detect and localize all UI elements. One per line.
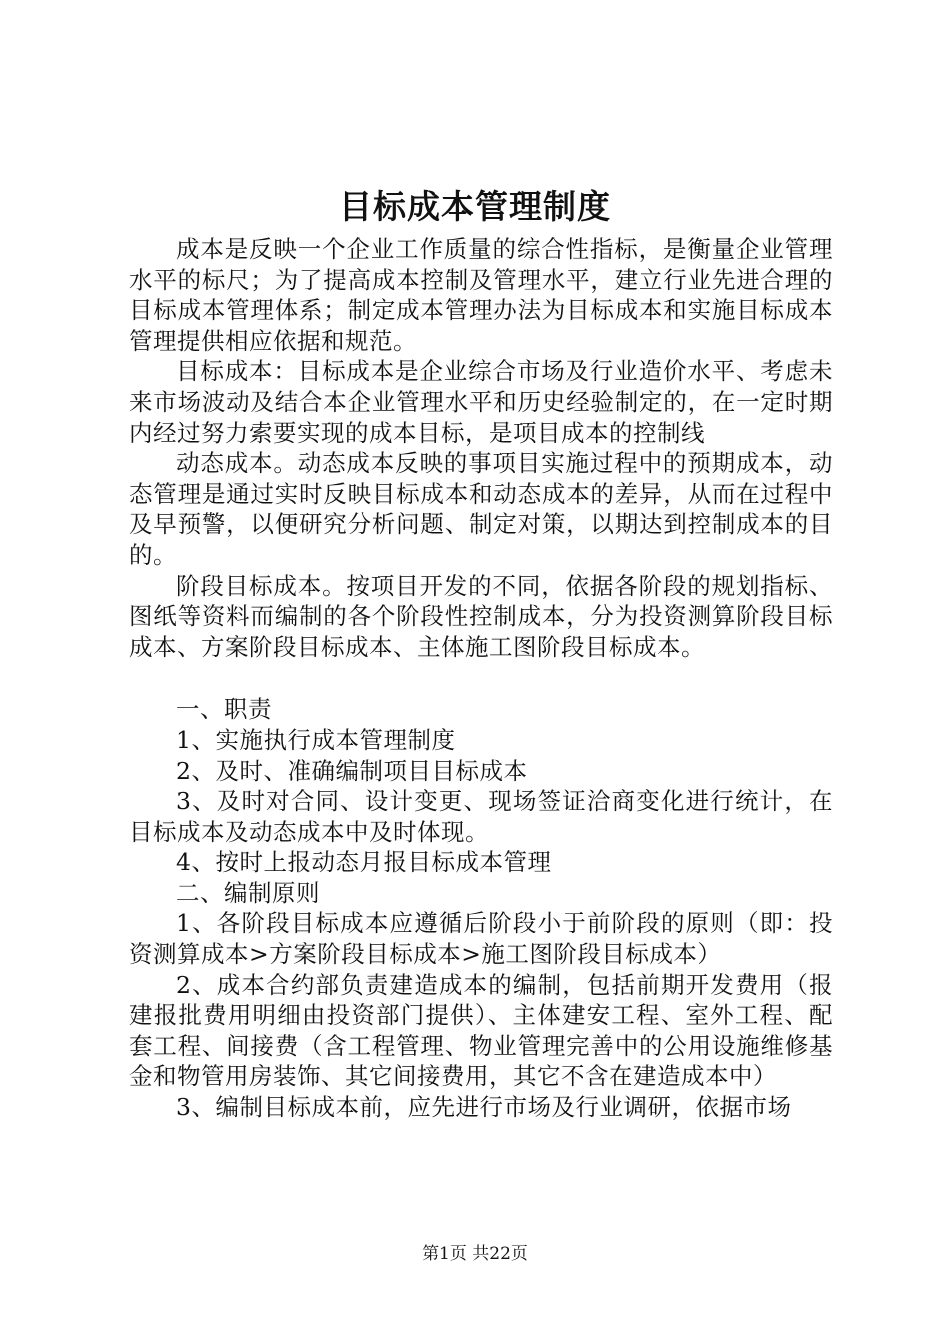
document-title: 目标成本管理制度	[339, 187, 611, 226]
stage-cost-definition: 阶段目标成本。按项目开发的不同，依据各阶段的规划指标、图纸等资料而编制的各个阶段性控制成本，分为投资测算阶段目标成本、方案阶段目标成本、主体施工图阶段目标成本。	[129, 571, 833, 661]
intro-paragraph: 成本是反映一个企业工作质量的综合性指标，是衡量企业管理水平的标尺；为了提高成本控制及管理水平，建立行业先进合理的目标成本管理体系；制定成本管理办法为目标成本和实施目标成本管理提供相应依据和规范。	[129, 235, 833, 355]
principle-item: 3、编制目标成本前，应先进行市场及行业调研，依据市场	[176, 1093, 792, 1122]
principle-item: 2、成本合约部负责建造成本的编制，包括前期开发费用（报建报批费用明细由投资部门提供）、主体建安工程、室外工程、配套工程、间接费（含工程管理、物业管理完善中的公用设施维修基金和物管用房装饰、其它间接费用，其它不含在建造成本中）	[129, 970, 833, 1091]
responsibility-item: 4、按时上报动态月报目标成本管理	[176, 848, 552, 877]
section-heading-principles: 二、编制原则	[176, 878, 320, 907]
page-number-footer: 第1页 共22页	[422, 1244, 528, 1264]
section-heading-responsibilities: 一、职责	[176, 695, 272, 724]
dynamic-cost-definition: 动态成本。动态成本反映的事项目实施过程中的预期成本，动态管理是通过实时反映目标成本和动态成本的差异，从而在过程中及早预警，以便研究分析问题、制定对策，以期达到控制成本的目的。	[129, 449, 833, 569]
principle-item: 1、各阶段目标成本应遵循后阶段小于前阶段的原则（即：投资测算成本>方案阶段目标成本>施工图阶段目标成本）	[129, 909, 833, 969]
paragraph-gap	[129, 662, 833, 694]
document-body	[129, 234, 833, 1123]
responsibility-item: 1、实施执行成本管理制度	[176, 725, 456, 754]
target-cost-definition: 目标成本：目标成本是企业综合市场及行业造价水平、考虑未来市场波动及结合本企业管理水平和历史经验制定的，在一定时期内经过努力索要实现的成本目标，是项目成本的控制线	[129, 357, 833, 447]
responsibility-item: 2、及时、准确编制项目目标成本	[176, 756, 528, 785]
responsibility-item: 3、及时对合同、设计变更、现场签证洽商变化进行统计，在目标成本及动态成本中及时体现。	[129, 787, 833, 846]
